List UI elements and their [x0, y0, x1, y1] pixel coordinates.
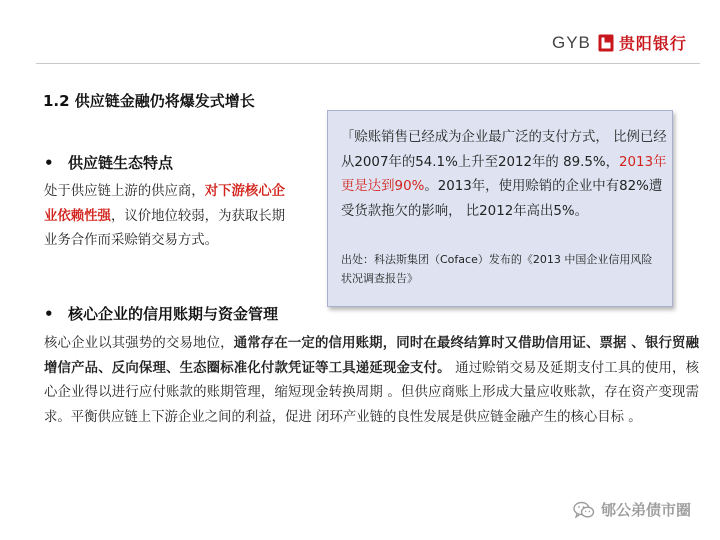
callout-source: 出处：科法斯集团（Coface）发布的《2013 中国企业信用风险状况调查报告》	[341, 253, 653, 285]
logo-latin-text: GYB	[552, 32, 591, 52]
watermark-text: 郇公弟债市圈	[601, 501, 692, 519]
watermark	[573, 499, 691, 520]
bank-emblem-icon	[598, 34, 614, 52]
core-enterprise-paragraph	[44, 332, 699, 430]
paragraph-text: 通过赊销交易及延期支付工具的使用，核心企业得以进行应付账款的账期管理，缩短现金转换周期 。但供应商账上形成大量应收账款，存在资产变现需求。平衡供应链上下游企业之间的利益，促进 闭环产业链的良性发展是供应链金融产生的核心目标 。	[44, 360, 699, 425]
bullet-heading-core-enterprise	[44, 303, 278, 324]
section-title: 1.2 供应链金融仍将爆发式增长	[43, 92, 255, 110]
callout-quote	[341, 126, 667, 224]
paragraph-text: ，议价地位较弱，为获取长期业务合作而采赊销交易方式。	[44, 208, 286, 248]
highlight-text: 对下游核心企业依赖性强	[44, 184, 286, 224]
logo-chinese-text: 贵阳银行	[618, 34, 687, 53]
quote-highlight: 2013年更是达到90%	[341, 154, 667, 194]
bank-logo	[552, 31, 687, 54]
bold-text: 通常存在一定的信用账期，同时在最终结算时又借助信用证、票据 、银行贸融增信产品、反向保理、生态圈标准化付款凭证等工具递延现金支付。	[44, 336, 699, 376]
quote-callout-box	[327, 110, 673, 307]
bullet-marker: •	[44, 154, 54, 172]
paragraph-text: 核心企业以其强势的交易地位，	[44, 336, 234, 351]
header-divider	[36, 63, 700, 64]
ecosystem-paragraph	[44, 180, 294, 254]
quote-text: 「赊账销售已经成为企业最广泛的支付方式， 比例已经从2007年的54.1%上升至2012年的 89.5%，	[341, 130, 667, 170]
bullet-heading-text: 核心企业的信用账期与资金管理	[68, 305, 279, 323]
bullet-marker: •	[44, 305, 54, 323]
paragraph-text: 处于供应链上游的供应商，	[44, 184, 205, 199]
bullet-heading-text: 供应链生态特点	[68, 154, 174, 172]
quote-text: 。2013年，使用赊销的企业中有82%遭受货款拖欠的影响， 比2012年高出5%。	[341, 179, 663, 219]
wechat-icon	[573, 501, 595, 519]
bullet-heading-ecosystem	[44, 152, 173, 173]
